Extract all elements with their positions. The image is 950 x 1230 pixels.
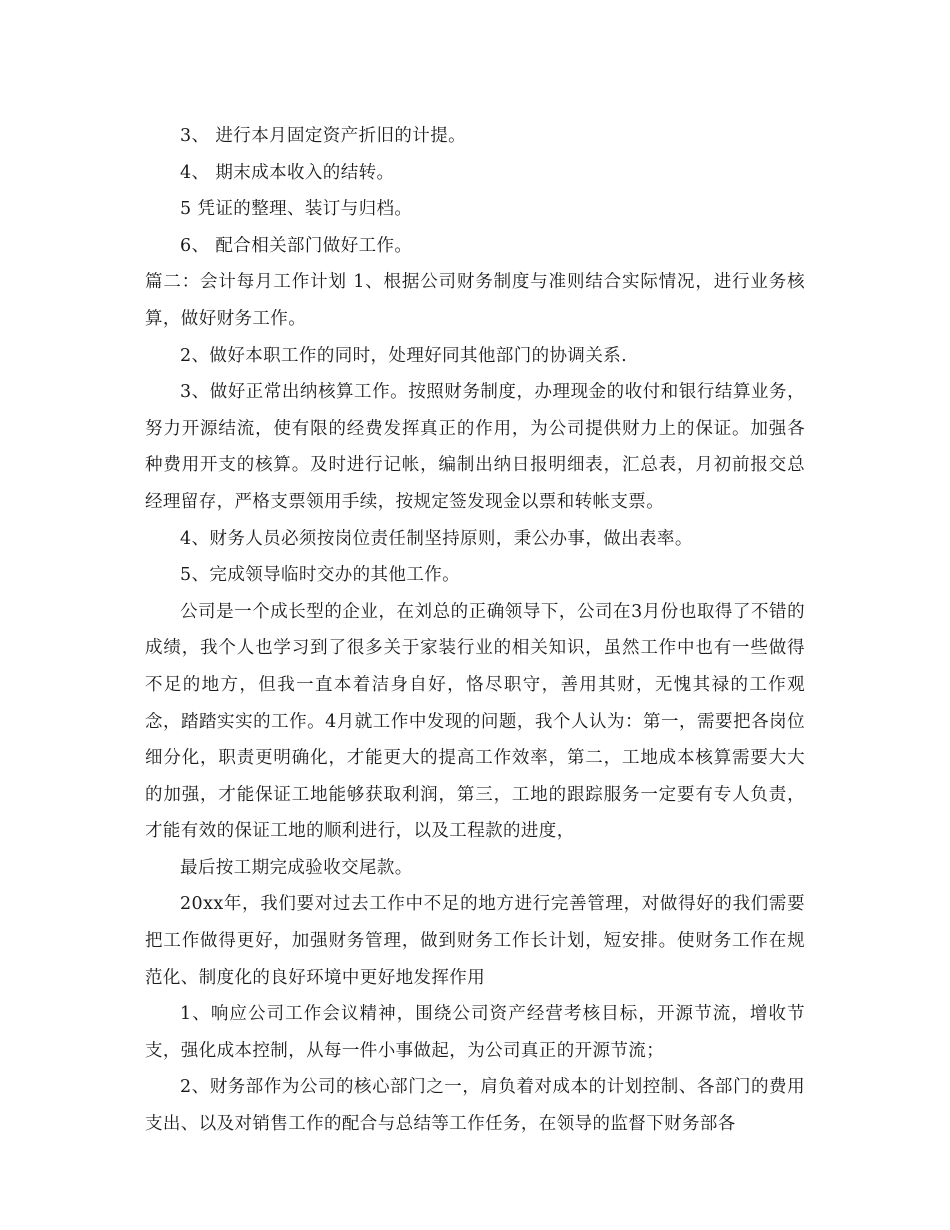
paragraph-plan-item-2: 2、财务部作为公司的核心部门之一，肩负着对成本的计划控制、各部门的费用支出、以及对销售工作的配合与总结等工作任务，在领导的监督下财务部各 (145, 1077, 805, 1135)
paragraph-year-plan: 20xx年，我们要对过去工作中不足的地方进行完善管理，对做得好的我们需要把工作做得更好，加强财务管理，做到财务工作长计划，短安排。使财务工作在规范化、制度化的良好环境中更好地发挥作用 (145, 894, 805, 988)
paragraph-company-review: 公司是一个成长型的企业，在刘总的正确领导下，公司在3月份也取得了不错的成绩，我个人也学习到了很多关于家装行业的相关知识，虽然工作中也有一些做得不足的地方，但我一直本着洁身自好，恪尽职守，善用其财，无愧其禄的工作观念，踏踏实实的工作。4月就工作中发现的问题，我个人认为：第一，需要把各岗位细分化，职责更明确化，才能更大的提高工作效率，第二，工地成本核算需要大大的加强，才能保证工地能够获取利润，第三，工地的跟踪服务一定要有专人负责，才能有效的保证工地的顺利进行，以及工程款的进度， (145, 601, 805, 842)
paragraph-duty-3: 3、做好正常出纳核算工作。按照财务制度，办理现金的收付和银行结算业务，努力开源结流，使有限的经费发挥真正的作用，为公司提供财力上的保证。加强各种费用开支的核算。及时进行记帐，编制出纳日报明细表，汇总表，月初前报交总经理留存，严格支票领用手续，按规定签发现金以票和转帐支票。 (145, 382, 805, 512)
paragraph-duty-2: 2、做好本职工作的同时，处理好同其他部门的协调关系. (180, 345, 628, 366)
section-heading-paragraph: 篇二：会计每月工作计划 1、根据公司财务制度与准则结合实际情况，进行业务核算，做好财务工作。 (145, 272, 805, 329)
paragraph-item-3: 3、 进行本月固定资产折旧的计提。 (180, 126, 466, 146)
paragraph-duty-4: 4、财务人员必须按岗位责任制坚持原则，秉公办事，做出表率。 (180, 528, 693, 549)
paragraph-final-payment: 最后按工期完成验收交尾款。 (180, 857, 413, 878)
paragraph-item-5: 5 凭证的整理、装订与归档。 (180, 199, 413, 220)
paragraph-item-4: 4、 期末成本收入的结转。 (180, 162, 395, 183)
paragraph-item-6: 6、 配合相关部门做好工作。 (180, 235, 413, 256)
paragraph-duty-5: 5、完成领导临时交办的其他工作。 (180, 565, 461, 586)
document-body (145, 118, 805, 1143)
paragraph-plan-item-1: 1、响应公司工作会议精神，围绕公司资产经营考核目标，开源节流，增收节支，强化成本控制，从每一件小事做起，为公司真正的开源节流； (145, 1004, 805, 1061)
